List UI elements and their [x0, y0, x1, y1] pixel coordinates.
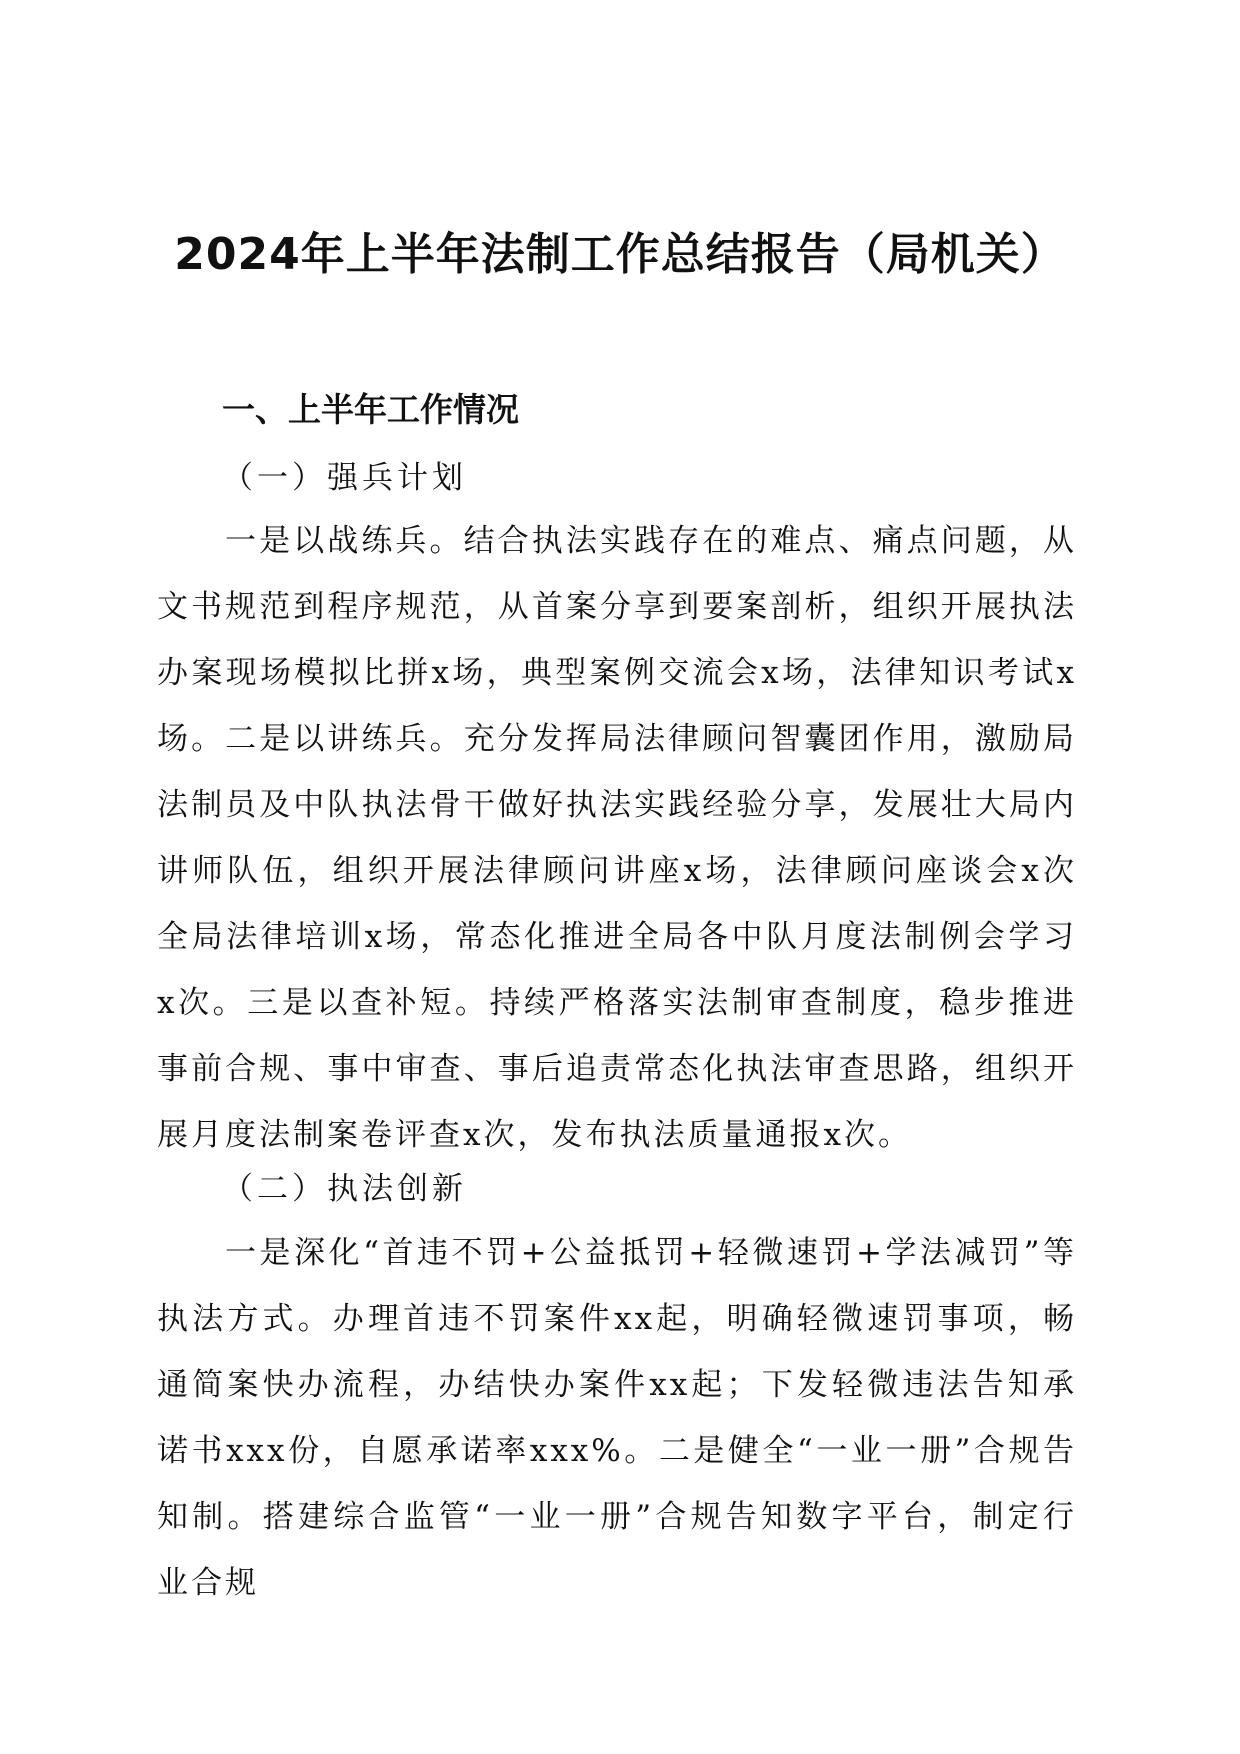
subsection-heading-enforcement-innovation: （二）执法创新 [222, 1171, 467, 1207]
section-heading-work-status: 一、上半年工作情况 [222, 390, 519, 429]
document-title: 2024年上半年法制工作总结报告（局机关） [174, 229, 1066, 280]
paragraph-enforcement-innovation: 一是深化“首违不罚+公益抵罚+轻微速罚+学法减罚”等执法方式。办理首违不罚案件xx起，明确轻微速罚事项，畅通简案快办流程，办结快办案件xx起；下发轻微违法告知承诺书xxx份，自愿承诺率xxx%。二是健全“一业一册”合规告知制。搭建综合监管“一业一册”合规告知数字平台，制定行业合规 [157, 1235, 1077, 1601]
paragraph-training-plan: 一是以战练兵。结合执法实践存在的难点、痛点问题，从文书规范到程序规范，从首案分享到要案剖析，组织开展执法办案现场模拟比拼x场，典型案例交流会x场，法律知识考试x场。二是以讲练兵。充分发挥局法律顾问智囊团作用，激励局法制员及中队执法骨干做好执法实践经验分享，发展壮大局内讲师队伍，组织开展法律顾问讲座x场，法律顾问座谈会x次全局法律培训x场，常态化推进全局各中队月度法制例会学习x次。三是以查补短。持续严格落实法制审查制度，稳步推进事前合规、事中审查、事后追责常态化执法审查思路，组织开展月度法制案卷评查x次，发布执法质量通报x次。 [157, 523, 1077, 1153]
subsection-heading-training-plan: （一）强兵计划 [222, 460, 467, 496]
